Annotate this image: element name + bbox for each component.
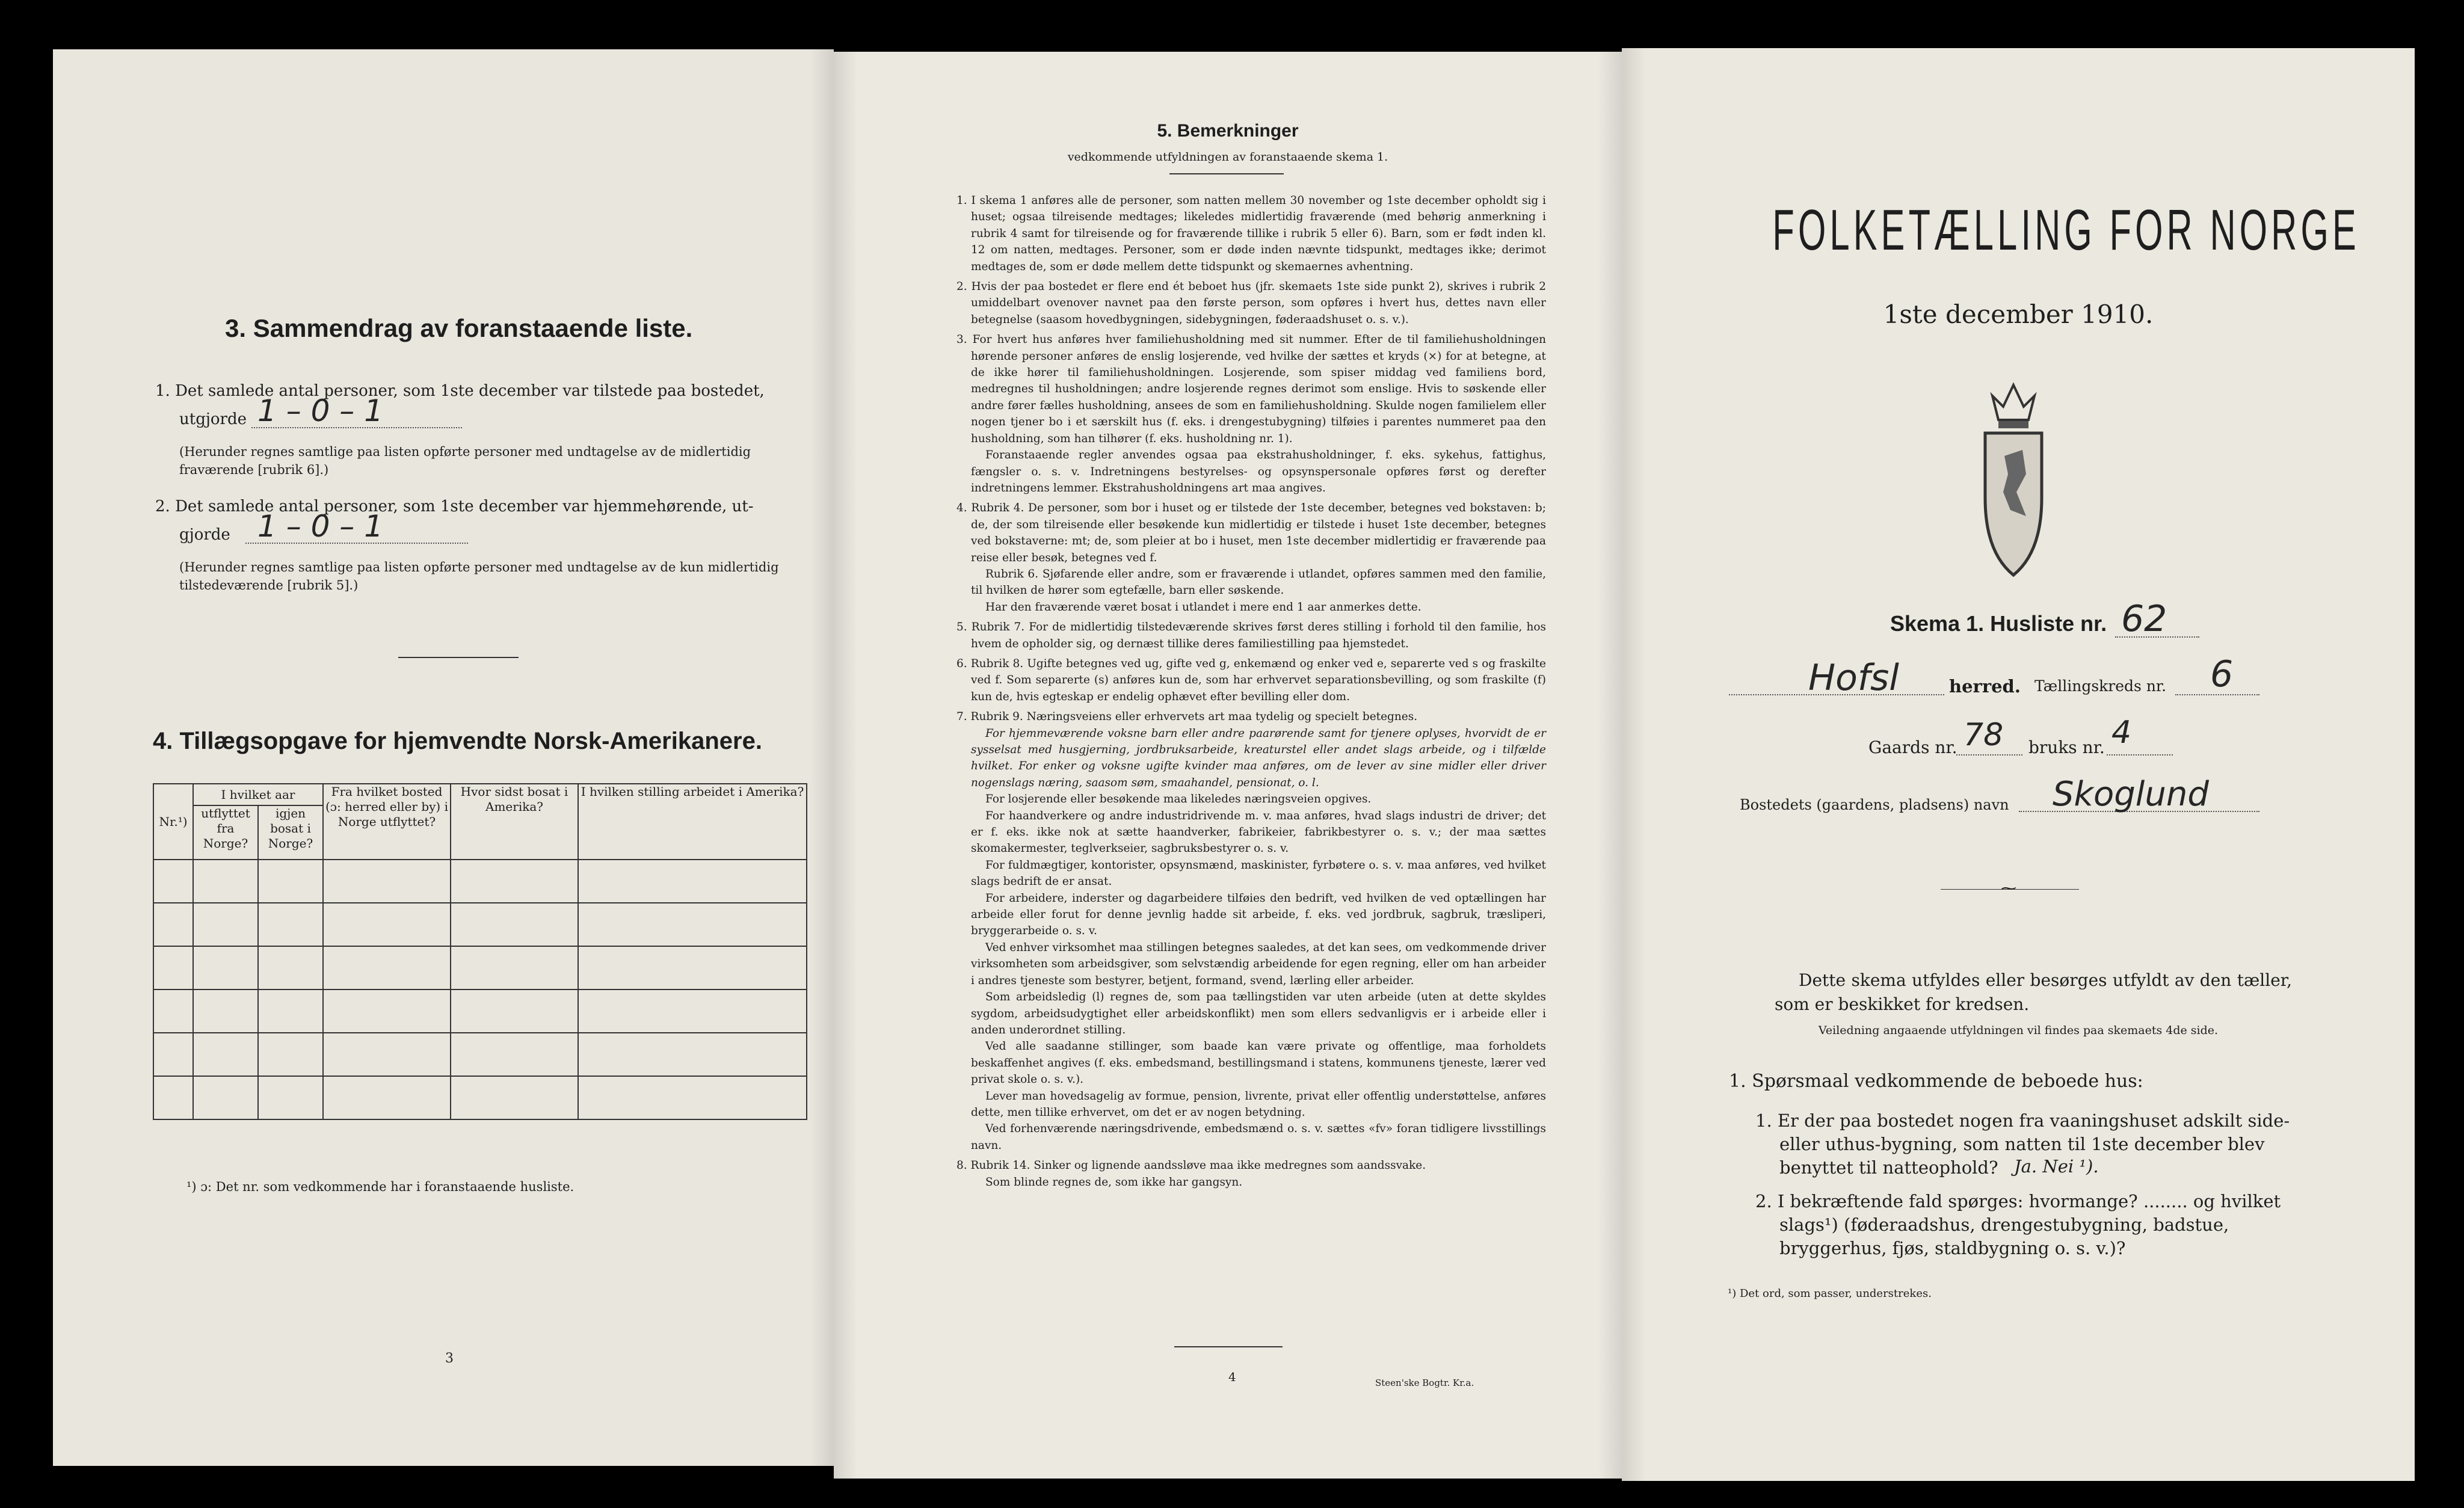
remark-paragraph: 2. Hvis der paa bostedet er flere end ét beboet hus (jfr. skemaets 1ste side punkt 2), skrives i rubrik 2 umiddelbart ovenover navnet paa den første person, som opføres i hvert hus, dettes navn eller betegnelse (saasom hovedbygningen, sidebygningen, føderaadshuset o. s. v.). <box>956 280 1546 326</box>
item1-text: 1. Det samlede antal personer, som 1ste december var tilstede paa bostedet, <box>155 382 765 400</box>
col-last-america: Hvor sidst bosat i Amerika? <box>451 784 578 860</box>
remarks-body <box>944 192 1546 1190</box>
question-2: 2. I bekræftende fald spørges: hvormange? ........ og hvilket slags¹) (føderaadshus, drengestubygning, badstue, bryggerhus, fjøs, staldbygning o. s. v.)? <box>1755 1191 2281 1258</box>
remark-paragraph: 1. I skema 1 anføres alle de personer, som natten mellem 30 november og 1ste december opholdt sig i huset; ogsaa tilreisende medtages; likeledes midlertidig fraværende (med behørig anmerkning i rubrik 4 samt for tilreisende og for fraværende tillike i rubrik 5 eller 6). Barn, som er født inden kl. 12 om natten, medtages. Personer, som er døde inden nævnte tidspunkt, medtages ikke; derimot medtages de, som er døde mellem dette tidspunkt og skemaernes avhentning. <box>956 194 1546 273</box>
table-row <box>153 860 807 903</box>
remark-paragraph: 5. Rubrik 7. For de midlertidig tilstedeværende skrives først deres stilling i forhold til den familie, hos hvem de opholder sig, og dernæst tillike deres familiestilling paa hjemstedet. <box>956 621 1546 650</box>
page-right <box>1622 48 2415 1481</box>
questions-title: 1. Spørsmaal vedkommende de beboede hus: <box>1729 1071 2143 1092</box>
col-from-where: Fra hvilket bosted (ɔ: herred eller by) i Norge utflyttet? <box>323 784 451 860</box>
table-row <box>153 903 807 946</box>
section4-title: 4. Tillægsopgave for hjemvendte Norsk-Amerikanere. <box>153 728 762 754</box>
remarks-subtitle: vedkommende utfyldningen av foranstaaende skema 1. <box>1067 150 1388 164</box>
page-number-4: 4 <box>1228 1370 1236 1384</box>
fold-shadow <box>834 52 858 1479</box>
remarks-title: 5. Bemerkninger <box>1157 121 1299 141</box>
remark-paragraph: For haandverkere og andre industridrivende m. v. maa anføres, hvad slags industri de driver; det er f. eks. ikke nok at sætte haandverker, fabrikeier, fabrikbestyrer o. s. v.; der maa sættes skomakermester, teglverkseier, sagbruksbestyrer o. s. v. <box>971 809 1546 855</box>
remark-paragraph: Ved forhenværende næringsdrivende, embedsmænd o. s. v. sættes «fv» foran tidligere livsstillings navn. <box>971 1122 1546 1152</box>
remark-paragraph: Ved enhver virksomhet maa stillingen betegnes saaledes, at det kan sees, om vedkommende driver virksomheten som arbeidsgiver, som selvstændig arbeidende for egen regning, eller om han arbeider i andres tjeneste som bestyrer, betjent, formand, svend, lærling eller arbeider. <box>971 941 1546 987</box>
coat-of-arms-icon <box>1974 372 2053 582</box>
ornament-icon: ⁓ <box>2001 879 2016 897</box>
page-number-3: 3 <box>445 1351 454 1366</box>
herred-label: herred. <box>1949 676 2021 697</box>
gaards-dotline <box>1956 754 2022 756</box>
gaards-label: Gaards nr. <box>1868 737 1957 757</box>
item2-prefix: gjorde <box>179 526 230 544</box>
col-position: I hvilken stilling arbeidet i Amerika? <box>578 784 807 860</box>
americans-table <box>153 783 807 1120</box>
gaards-value: 78 <box>1964 717 2004 753</box>
question-1: 1. Er der paa bostedet nogen fra vaaningshuset adskilt side- eller uthus-bygning, som natten til 1ste december blev benyttet til natteophold? <box>1755 1110 2290 1178</box>
col-group-year: I hvilket aar <box>193 784 323 805</box>
bruks-label: bruks nr. <box>2028 737 2105 757</box>
item1-note: (Herunder regnes samtlige paa listen opførte personer med undtagelse av de midlertidig fraværende [rubrik 6].) <box>179 445 751 477</box>
table-row <box>153 989 807 1033</box>
item2-note: (Herunder regnes samtlige paa listen opførte personer med undtagelse av de kun midlertidig tilstedeværende [rubrik 5].) <box>179 560 779 592</box>
table-row <box>153 946 807 989</box>
census-title: FOLKETÆLLING FOR NORGE <box>1772 198 2360 262</box>
col-emigrated: utflyttet fra Norge? <box>193 805 258 860</box>
page-left <box>53 49 834 1466</box>
remark-paragraph: Rubrik 6. Sjøfarende eller andre, som er fraværende i utlandet, opføres sammen med den familie, til hvilken de hører som egtefælle, barn eller søskende. <box>971 567 1546 597</box>
remark-paragraph: For hjemmeværende voksne barn eller andre paarørende samt for tjenere oplyses, hvorvidt de er sysselsat med husgjerning, jordbruksarbeide, kreaturstel eller andet slags arbeide, og i tilfælde hvilket. For enker og voksne ugifte kvinder maa anføres, om de lever av sine midler eller driver nogenslags næring, saasom søm, smaahandel, pensionat, o. l. <box>971 727 1546 789</box>
remark-paragraph: 6. Rubrik 8. Ugifte betegnes ved ug, gifte ved g, enkemænd og enker ved e, separerte ved s og fraskilte ved f. Som separerte (s) anføres kun de, som har erhvervet separationsbevilling, og som fraskilte (f) kun de, hvis egteskap er endelig ophævet efter bevilling eller dom. <box>956 657 1546 703</box>
item1-value: 1 – 0 – 1 <box>257 393 384 428</box>
bruks-value: 4 <box>2111 715 2132 751</box>
table-footnote: ¹) ɔ: Det nr. som vedkommende har i foranstaaende husliste. <box>186 1180 574 1194</box>
bosted-value: Skoglund <box>2053 775 2209 814</box>
remark-paragraph: Lever man hovedsagelig av formue, pension, livrente, privat eller offentlig understøttelse, anføres dette, men tillike erhvervet, om det er av nogen betydning. <box>971 1089 1546 1119</box>
census-date: 1ste december 1910. <box>1883 300 2154 329</box>
bosted-label: Bostedets (gaardens, pladsens) navn <box>1740 796 2009 813</box>
herred-value: Hofsl <box>1808 657 1899 699</box>
divider <box>1174 1346 1283 1347</box>
fold-shadow <box>810 49 834 1466</box>
table-row <box>153 1033 807 1076</box>
remark-paragraph: Som arbeidsledig (l) regnes de, som paa tællingstiden var uten arbeide (uten at dette skyldes sygdom, arbeidsudygtighet eller arbeidskonflikt) men som ellers sedvanligvis er i arbeide eller i anden underordnet stilling. <box>971 991 1546 1036</box>
bruks-dotline <box>2107 754 2173 756</box>
instruction-note: Veiledning angaaende utfyldningen vil findes paa skemaets 4de side. <box>1818 1024 2219 1037</box>
page-middle <box>834 52 1622 1479</box>
remark-paragraph: Ved alle saadanne stillinger, som baade kan være private og offentlige, maa forholdets beskaffenhet angives (f. eks. embedsmand, bestillingsmand i statens, kommunens tjeneste, lærer ved privat skole o. s. v.). <box>971 1040 1546 1086</box>
fold-shadow <box>1598 52 1622 1479</box>
skema-label: Skema 1. Husliste nr. <box>1890 611 2107 636</box>
remark-paragraph: For arbeidere, inderster og dagarbeidere tilføies den bedrift, ved hvilken de ved optællingen har arbeide eller forut for denne jevnlig hadde sit arbeide, f. eks. ved jordbruk, sagbruk, træsliperi, bryggerarbeide o. s. v. <box>971 891 1546 938</box>
item2-text: 2. Det samlede antal personer, som 1ste december var hjemmehørende, ut- <box>155 497 754 515</box>
item2-value: 1 – 0 – 1 <box>257 509 384 544</box>
remark-paragraph: 3. For hvert hus anføres hver familiehusholdning med sit nummer. Efter de til familiehusholdningen hørende personer anføres de enslig losjerende, ved hvilke der sættes et kryds (×) for at betegne, at de ikke hører til familiehusholdningen. Losjerende, som spiser middag ved familiens bord, medregnes til husholdningen; andre losjerende regnes derimot som enslige. Hvis to søskende eller andre fører fælles husholdning, ansees de som en familiehusholdning. Skulde nogen familielem eller nogen tjener bo i et særskilt hus (f. eks. i drengestubygning) tilføies i parentes nummeret paa den husholdning, som han tilhører (f. eks. husholdning nr. 1). <box>956 333 1546 445</box>
kreds-value: 6 <box>2210 653 2234 695</box>
col-returned: igjen bosat i Norge? <box>258 805 323 860</box>
skema-value: 62 <box>2121 598 2167 640</box>
remark-paragraph: Har den fraværende været bosat i utlandet i mere end 1 aar anmerkes dette. <box>985 600 1421 614</box>
printer-mark: Steen'ske Bogtr. Kr.a. <box>1375 1377 1474 1388</box>
col-nr: Nr.¹) <box>153 784 193 860</box>
remark-paragraph: Foranstaaende regler anvendes ogsaa paa ekstrahusholdninger, f. eks. sykehus, fattighus, fængsler o. s. v. Indretningens bestyrelses- og opsynspersonale opføres først og derefter indretningens lemmer. Ekstrahusholdningens art maa angives. <box>971 449 1546 494</box>
fold-shadow <box>1622 48 1646 1481</box>
remark-paragraph: 7. Rubrik 9. Næringsveiens eller erhvervets art maa tydelig og specielt betegnes. <box>956 710 1418 724</box>
remark-paragraph: For losjerende eller besøkende maa likeledes næringsveien opgives. <box>985 793 1372 806</box>
divider <box>398 657 519 658</box>
section3-title: 3. Sammendrag av foranstaaende liste. <box>225 314 693 342</box>
remark-paragraph: Som blinde regnes de, som ikke har gangsyn. <box>985 1175 1243 1189</box>
remark-paragraph: 4. Rubrik 4. De personer, som bor i huset og er tilstede der 1ste december, betegnes ved bokstaven: b; de, der som tilreisende eller besøkende kun midlertidig er tilstede i huset 1ste december, betegnes ved bokstaverne: mt; de, som pleier at bo i huset, men 1ste december midlertidig er fraværende paa reise eller besøk, betegnes ved f. <box>956 502 1546 564</box>
kreds-label: Tællingskreds nr. <box>2034 677 2167 695</box>
remark-paragraph: 8. Rubrik 14. Sinker og lignende aandssløve maa ikke medregnes som aandssvake. <box>956 1159 1426 1172</box>
divider <box>1169 173 1284 174</box>
instruction: Dette skema utfyldes eller besørges utfyldt av den tæller, som er beskikket for kredsen. <box>1775 970 2292 1014</box>
right-footnote: ¹) Det ord, som passer, understrekes. <box>1728 1287 1932 1300</box>
item1-prefix: utgjorde <box>179 410 247 428</box>
question-1-answer: Ja. Nei ¹). <box>2014 1156 2099 1177</box>
table-row <box>153 1076 807 1119</box>
remark-paragraph: For fuldmægtiger, kontorister, opsynsmænd, maskinister, fyrbøtere o. s. v. maa anføres, ved hvilket slags bedrift de er ansat. <box>971 858 1546 888</box>
